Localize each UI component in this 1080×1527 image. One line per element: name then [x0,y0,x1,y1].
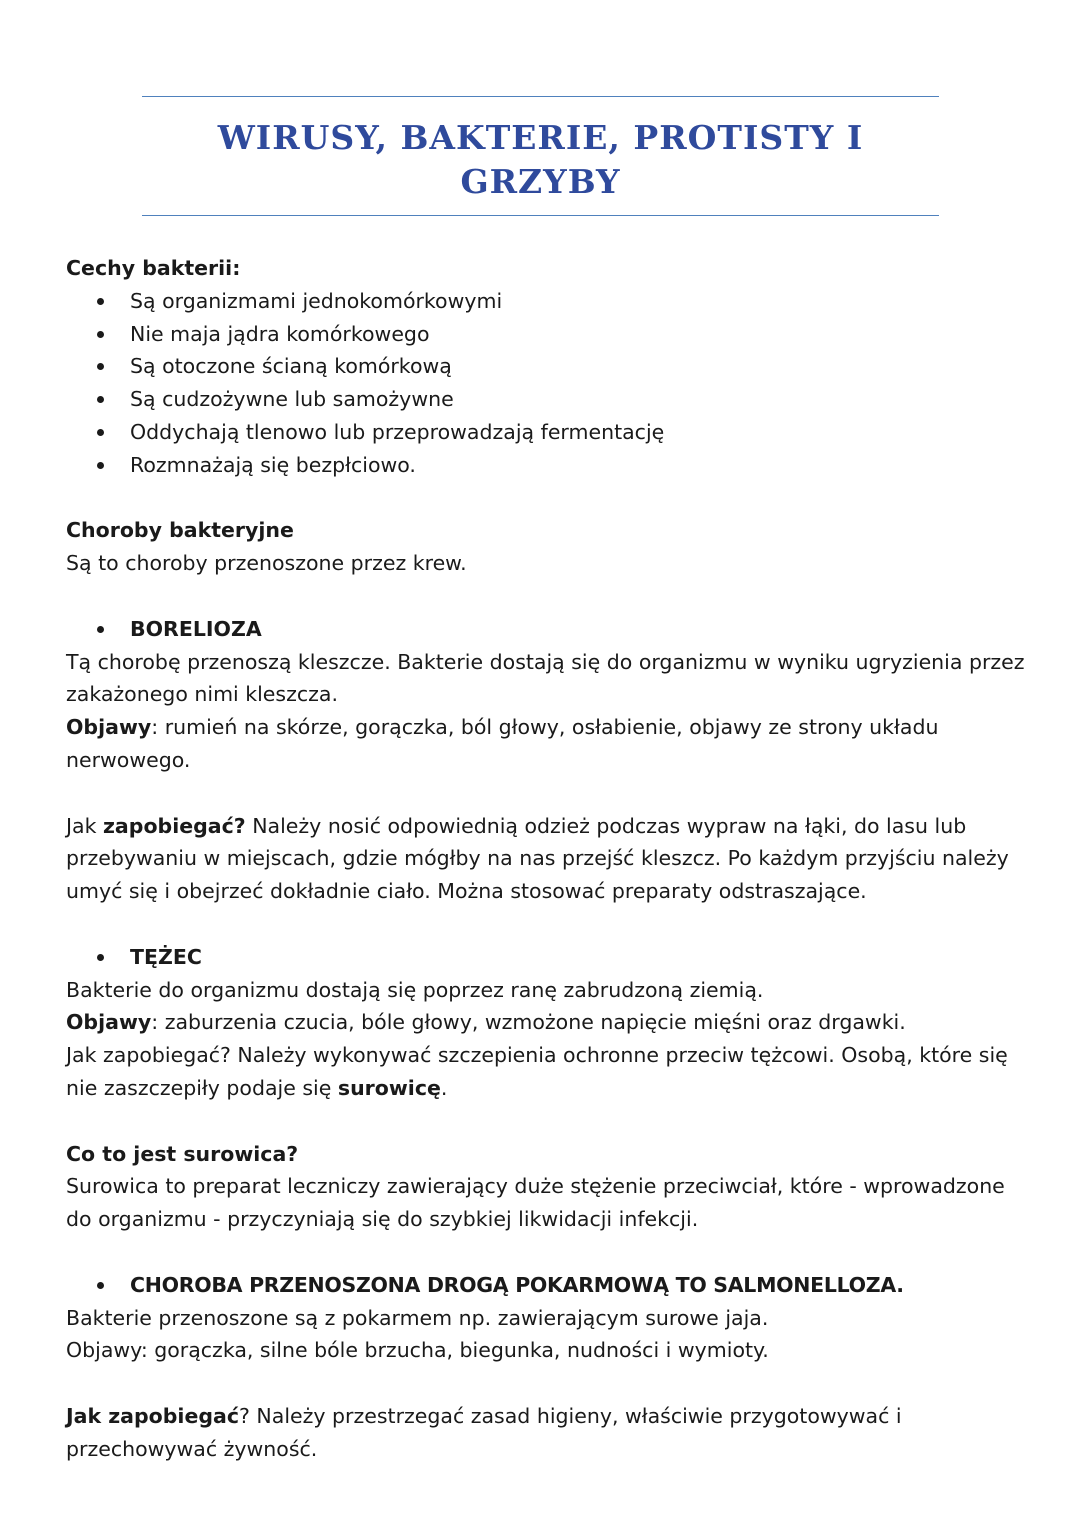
salmonelloza-prevention [66,1400,1026,1466]
salmonelloza-desc: Bakterie przenoszone są z pokarmem np. zawierającym surowe jaja. [66,1305,769,1330]
prevention-text: Należy nosić odpowiednią odzież podczas wypraw na łąki, do lasu lub przebywaniu w miejscach, gdzie mógłby na nas przejść kleszcz. Po każdym przyjściu należy umyć się i obejrzeć dokładnie ciało. Można stosować preparaty odstraszające. [66,813,1009,904]
title-line-1: WIRUSY, BAKTERIE, PROTISTY I [217,118,864,157]
title-line-2: GRZYBY [460,162,621,201]
list-item: Rozmnażają się bezpłciowo. [66,449,1026,482]
disease-name-borelioza: BORELIOZA [66,613,1026,646]
title-rule-bottom [142,215,939,216]
surowica-heading: Co to jest surowica? [66,1141,299,1166]
objawy-text: : rumień na skórze, gorączka, ból głowy, osłabienie, objawy ze strony układu nerwowego. [66,715,939,772]
document-body [66,252,1026,1465]
borelioza-bullet [66,613,1026,646]
surowica-text: Surowica to preparat leczniczy zawierający duże stężenie przeciwciał, które - wprowadzone do organizmu - przyczyniają się do szybkiej likwidacji infekcji. [66,1174,1005,1232]
salmonelloza-bullet [66,1269,1026,1302]
objawy-label: Objawy [66,1010,152,1035]
cechy-list [66,285,1026,482]
prevention-text: Jak zapobiegać? Należy wykonywać szczepienia ochronne przeciw tężcowi. Osobą, które się nie zaszczepiły podaje się [66,1043,1008,1100]
tezec-prevention [66,1039,1026,1105]
disease-name-tezec: TĘŻEC [66,941,1026,974]
salmonelloza-objawy: Objawy: gorączka, silne bóle brzucha, biegunka, nudności i wymioty. [66,1338,769,1363]
list-item: Są cudzożywne lub samożywne [66,383,1026,416]
prevention-end: . [440,1075,448,1100]
tezec-desc: Bakterie do organizmu dostają się poprzez ranę zabrudzoną ziemią. [66,977,764,1002]
list-item: Nie maja jądra komórkowego [66,318,1026,351]
choroby-heading: Choroby bakteryjne [66,518,294,543]
borelioza-objawy [66,711,1026,777]
tezec-objawy [66,1006,1026,1039]
prevention-prefix: Jak [66,813,103,838]
list-item: Są organizmami jednokomórkowymi [66,285,1026,318]
borelioza-prevention [66,810,1026,908]
cechy-heading: Cechy bakterii: [66,256,241,280]
tezec-bullet [66,941,1026,974]
list-item: Oddychają tlenowo lub przeprowadzają fermentację [66,416,1026,449]
page-title [142,116,939,204]
prevention-bold: Jak zapobiegać [66,1403,240,1428]
prevention-bold: zapobiegać? [103,813,246,838]
disease-name-salmonelloza: CHOROBA PRZENOSZONA DROGĄ POKARMOWĄ TO SALMONELLOZA. [66,1269,1026,1302]
prevention-bold: surowicę [337,1075,441,1100]
title-rule-top [142,96,939,97]
choroby-intro: Są to choroby przenoszone przez krew. [66,551,467,576]
list-item: Są otoczone ścianą komórkową [66,350,1026,383]
objawy-label: Objawy [66,715,152,740]
prevention-text: ? Należy przestrzegać zasad higieny, właściwie przygotowywać i przechowywać żywność. [66,1403,902,1461]
objawy-text: : zaburzenia czucia, bóle głowy, wzmożone napięcie mięśni oraz drgawki. [151,1010,906,1035]
borelioza-desc: Tą chorobę przenoszą kleszcze. Bakterie dostają się do organizmu w wyniku ugryzienia przez zakażonego nimi kleszcza. [66,649,1025,707]
